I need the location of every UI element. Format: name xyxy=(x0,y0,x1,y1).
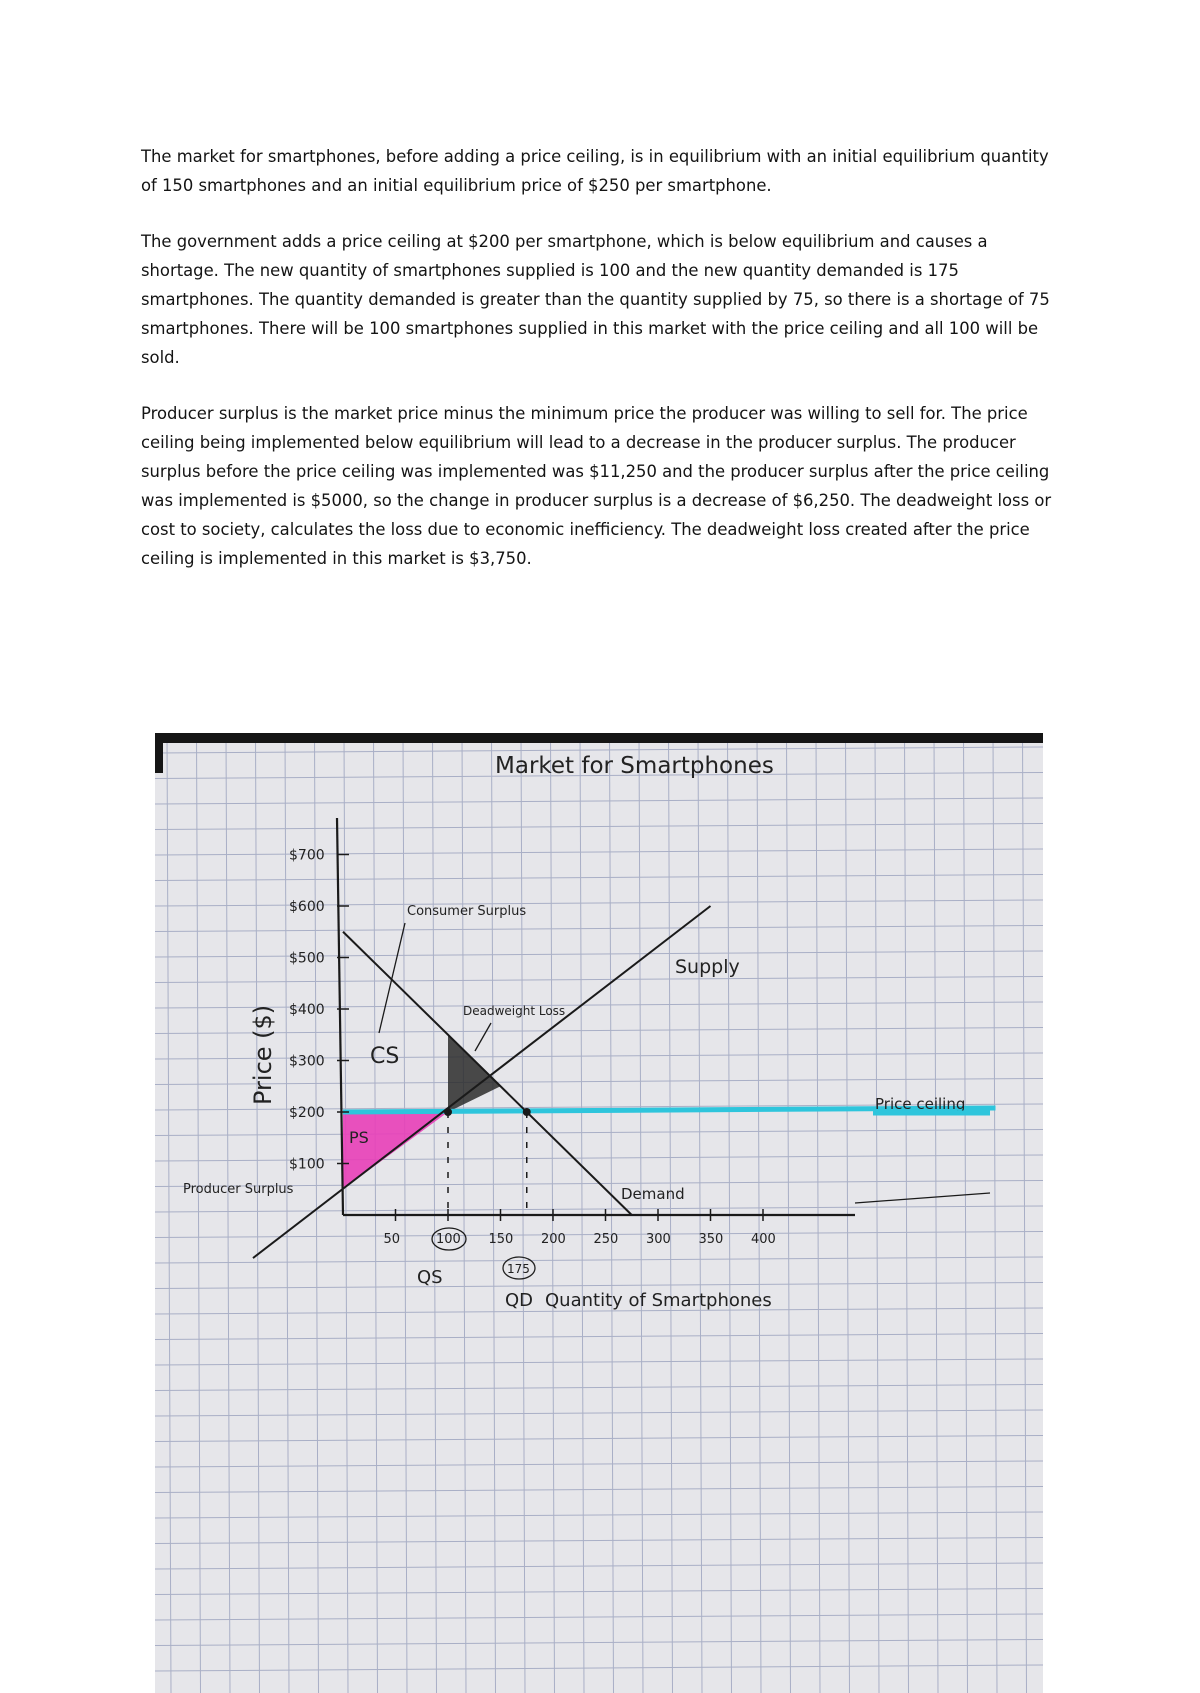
y-tick-label: $100 xyxy=(289,1156,325,1173)
grid-line-h xyxy=(155,1359,1043,1365)
grid-line-h xyxy=(155,875,1043,881)
grid-line-h xyxy=(155,798,1043,804)
chart-photo xyxy=(155,733,1043,1693)
grid-line-h xyxy=(155,1665,1043,1671)
consumer-surplus-label: Consumer Surplus xyxy=(407,904,527,919)
producer-surplus-label: Producer Surplus xyxy=(183,1182,294,1197)
grid-line-h xyxy=(155,1640,1043,1646)
x-tick-label: 300 xyxy=(646,1232,671,1247)
y-axis xyxy=(337,818,343,1215)
grid-line-v xyxy=(315,733,319,1693)
grid-line-h xyxy=(155,1334,1043,1340)
grid-line-h xyxy=(155,1257,1043,1263)
x-tick-label: 150 xyxy=(488,1232,514,1247)
y-tick-label: $300 xyxy=(289,1053,325,1070)
grid-line-v xyxy=(1023,733,1027,1693)
grid-line-h xyxy=(155,1028,1043,1034)
x-axis-title: Quantity of Smartphones xyxy=(545,1290,772,1311)
grid-line-v xyxy=(934,733,938,1693)
y-tick-label: $600 xyxy=(289,899,325,915)
y-tick-label: $500 xyxy=(289,950,325,967)
grid-line-v xyxy=(993,733,997,1693)
grid-line-v xyxy=(433,733,437,1693)
grid-line-v xyxy=(787,733,791,1693)
qd-label: QD xyxy=(505,1290,534,1311)
x-tick-label: 100 xyxy=(436,1232,461,1247)
supply-label: Supply xyxy=(675,956,740,978)
x-tick-label: 50 xyxy=(383,1232,401,1247)
grid-line-v xyxy=(492,733,496,1693)
demand-label: Demand xyxy=(621,1185,685,1203)
paragraph-producer-surplus: Producer surplus is the market price minus the minimum price the producer was willing to sell for. The price ceiling being implemented below equilibrium will lead to a decrease in the producer surplus. The producer surplus before the price ceiling was implemented was $11,250 and the producer surplus after the price ceiling was implemented is $5000, so the change in producer surplus is a decrease of $6,250. The deadweight loss or cost to society, calculates the loss due to economic inefficiency. The deadweight loss created after the price ceiling is implemented in this market is $3,750. xyxy=(141,404,1052,568)
grid-line-v xyxy=(403,733,407,1693)
grid-line-v xyxy=(226,733,230,1693)
y-axis-title: Price ($) xyxy=(249,1004,277,1105)
y-tick-label: $400 xyxy=(289,1002,325,1018)
document-body xyxy=(141,142,1061,573)
x-tick-label: 200 xyxy=(541,1232,566,1247)
grid-line-v xyxy=(905,733,909,1693)
x-tick-label: 350 xyxy=(698,1232,724,1247)
grid-line-h xyxy=(155,1206,1043,1212)
grid-line-h xyxy=(155,926,1043,932)
cs-label: CS xyxy=(370,1044,400,1069)
price-ceiling-label: Price ceiling xyxy=(875,1095,966,1113)
grid-line-v xyxy=(285,733,289,1693)
grid-line-h xyxy=(155,1079,1043,1085)
ps-label: PS xyxy=(349,1128,369,1147)
grid-line-h xyxy=(155,1130,1043,1136)
grid-line-v xyxy=(816,733,820,1693)
grid-line-v xyxy=(521,733,525,1693)
paragraph-price-ceiling: The government adds a price ceiling at $200 per smartphone, which is below equilibrium and causes a shortage. The new quantity of smartphones supplied is 100 and the new quantity demanded is 175 smartphones. The quantity demanded is greater than the quantity supplied by 75, so there is a shortage of 75 smartphones. There will be 100 smartphones supplied in this market with the price ceiling and all 100 will be sold. xyxy=(141,232,1050,367)
grid-line-h xyxy=(155,1283,1043,1289)
grid-line-h xyxy=(155,977,1043,983)
grid-line-v xyxy=(580,733,584,1693)
x-tick-label: 400 xyxy=(751,1232,776,1247)
grid-line-v xyxy=(462,733,466,1693)
photo-edge-left xyxy=(155,733,163,773)
grid-line-v xyxy=(757,733,761,1693)
qd-value-label: 175 xyxy=(507,1262,530,1276)
demand-line xyxy=(343,932,632,1215)
y-tick-label: $200 xyxy=(289,1105,325,1121)
grid-line-h xyxy=(155,824,1043,830)
grid-line-v xyxy=(964,733,968,1693)
grid-line-v xyxy=(197,733,201,1693)
grid-line-v xyxy=(256,733,260,1693)
deadweight-loss-label: Deadweight Loss xyxy=(463,1004,566,1018)
grid-line-v xyxy=(374,733,378,1693)
dwl-pointer xyxy=(475,1023,491,1051)
qd-point xyxy=(523,1108,531,1116)
qs-point xyxy=(444,1108,452,1116)
cs-pointer xyxy=(379,923,405,1033)
grid-line-v xyxy=(344,733,348,1693)
notebook-grid xyxy=(155,733,1043,1693)
notebook-stroke xyxy=(855,1193,990,1203)
grid-line-v xyxy=(875,733,879,1693)
y-tick-label: $700 xyxy=(289,847,325,864)
x-tick-label: 250 xyxy=(593,1232,619,1247)
photo-edge-top xyxy=(155,733,1043,743)
qs-label: QS xyxy=(417,1267,443,1288)
paragraph-equilibrium: The market for smartphones, before adding a price ceiling, is in equilibrium with an initial equilibrium quantity of 150 smartphones and an initial equilibrium price of $250 per smartphone. xyxy=(141,147,1049,195)
chart-title: Market for Smartphones xyxy=(495,753,774,779)
grid-line-v xyxy=(846,733,850,1693)
market-chart xyxy=(155,733,1043,1693)
grid-line-v xyxy=(167,733,171,1693)
